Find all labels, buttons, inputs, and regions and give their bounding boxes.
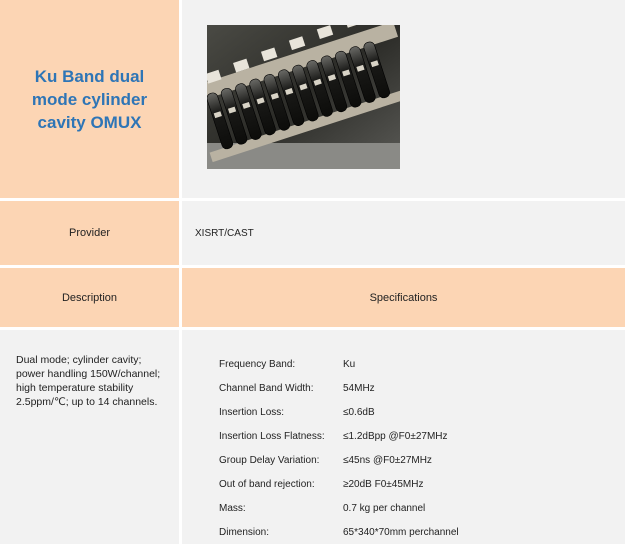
spec-row — [219, 472, 459, 496]
spec-value: ≤0.6dB — [343, 406, 375, 418]
spec-key: Group Delay Variation: — [219, 454, 320, 466]
spec-list — [219, 352, 459, 544]
spec-value: ≥20dB F0±45MHz — [343, 478, 424, 490]
spec-key: Out of band rejection: — [219, 478, 315, 490]
spec-key: Channel Band Width: — [219, 382, 314, 394]
spec-key: Dimension: — [219, 526, 270, 538]
description-header: Description — [61, 291, 118, 304]
photo-cell — [182, 0, 625, 198]
product-photo — [207, 25, 400, 169]
description-header-cell — [0, 268, 179, 327]
provider-label: Provider — [69, 227, 110, 239]
provider-value-cell — [182, 201, 625, 265]
spec-key: Insertion Loss Flatness: — [219, 430, 325, 442]
description-cell — [0, 330, 179, 544]
spec-key: Insertion Loss: — [219, 406, 285, 418]
spec-value: 54MHz — [343, 382, 375, 394]
specifications-header-cell — [182, 268, 625, 327]
spec-row — [219, 376, 459, 400]
spec-value: 65*340*70mm perchannel — [343, 526, 459, 538]
provider-label-cell — [0, 201, 179, 265]
spec-row — [219, 400, 459, 424]
description-text: Dual mode; cylinder cavity; power handling 150W/channel; high temperature stability 2.5ppm/℃; up to 14 channels. — [16, 354, 161, 408]
spec-value: Ku — [343, 358, 356, 370]
spec-row — [219, 520, 459, 544]
specifications-header: Specifications — [369, 291, 438, 304]
spec-row — [219, 448, 459, 472]
provider-value: XISRT/CAST — [195, 227, 254, 239]
spec-key: Frequency Band: — [219, 358, 296, 370]
title-cell — [0, 0, 179, 198]
spec-value: ≤45ns @F0±27MHz — [343, 454, 432, 466]
spec-row — [219, 352, 459, 376]
spec-value: ≤1.2dBpp @F0±27MHz — [343, 430, 448, 442]
product-title: Ku Band dual mode cylinder cavity OMUX — [31, 66, 148, 132]
specifications-cell — [182, 330, 625, 544]
spec-key: Mass: — [219, 502, 246, 514]
spec-row — [219, 424, 459, 448]
spec-row — [219, 496, 459, 520]
spec-value: 0.7 kg per channel — [343, 502, 426, 514]
